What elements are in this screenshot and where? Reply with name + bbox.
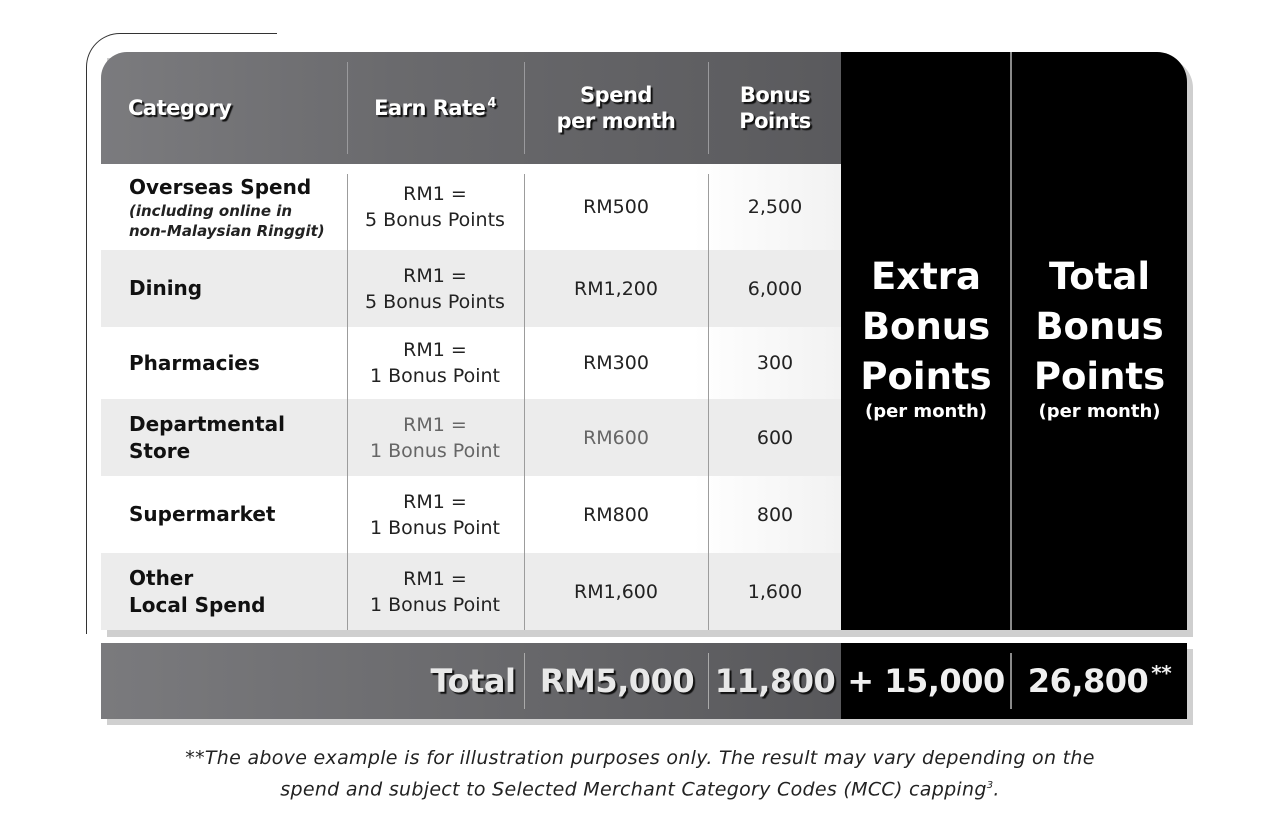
total-grand: [1012, 643, 1187, 719]
rate-line1: RM1 =: [403, 183, 467, 205]
header-spend: [524, 52, 708, 164]
row-spend: RM600: [583, 426, 649, 449]
bonus-points-table: [101, 52, 1187, 630]
total-label: Total: [430, 662, 516, 700]
row-category: [129, 164, 344, 250]
row-spend: RM1,200: [574, 277, 658, 300]
rate-line1: RM1 =: [403, 567, 467, 590]
total-bar: [101, 643, 1187, 719]
rate-line1: RM1 =: [403, 339, 467, 361]
category-note-line2: non-Malaysian Ringgit): [129, 221, 325, 240]
row-category: [129, 399, 344, 476]
extra-bonus-points-heading: [841, 252, 1011, 422]
category-label: Pharmacies: [129, 350, 260, 375]
extra-line3: Points: [860, 355, 992, 398]
row-points: 2,500: [747, 196, 803, 218]
category-label-line2: Local Spend: [129, 592, 266, 617]
row-spend: RM1,600: [574, 580, 658, 603]
table-row: [101, 476, 841, 553]
footnote-line2: [0, 772, 1280, 803]
row-points: 6,000: [747, 277, 803, 300]
footnote-line2-end: .: [993, 778, 1000, 801]
extra-line2: Bonus: [861, 305, 991, 348]
column-divider: [708, 174, 709, 630]
category-label: Departmental: [129, 411, 285, 436]
rate-line2: 5 Bonus Points: [365, 209, 505, 231]
category-label: Other: [129, 565, 194, 590]
grand-total-value: 26,800: [1027, 662, 1149, 700]
header-category-label: Category: [128, 96, 232, 120]
header-category: [128, 52, 348, 164]
table-row: [101, 399, 841, 476]
category-note-line1: (including online in: [129, 201, 293, 220]
footnote-ref-4: 4: [487, 96, 496, 111]
total-per-month: (per month): [1038, 401, 1161, 422]
total-line3: Points: [1033, 355, 1166, 398]
row-points: 300: [756, 352, 794, 374]
header-spend-line2: per month: [556, 109, 676, 133]
extra-per-month: (per month): [864, 401, 988, 422]
rate-line2: 5 Bonus Points: [365, 290, 505, 313]
category-label: Dining: [129, 276, 203, 300]
total-points: 11,800: [714, 662, 836, 700]
row-earn-rate: [347, 164, 523, 250]
header-earn-rate: [347, 52, 523, 164]
row-category: [129, 553, 344, 630]
row-points: 1,600: [747, 580, 803, 603]
row-category: [129, 327, 344, 399]
category-label: Supermarket: [129, 502, 276, 526]
table-row: [101, 327, 841, 399]
category-label: Overseas Spend: [129, 174, 312, 199]
header-divider: [524, 62, 525, 154]
total-line1: Total: [1048, 255, 1151, 298]
footnote-ref-3: 3: [986, 780, 994, 791]
row-earn-rate: [347, 327, 523, 399]
row-spend: RM800: [583, 503, 649, 526]
row-spend: RM300: [583, 352, 649, 374]
row-spend: RM500: [583, 196, 649, 218]
rate-line1: RM1 =: [403, 490, 467, 513]
header-bonus-line2: Points: [739, 109, 811, 133]
row-points: 600: [756, 426, 794, 449]
extra-line1: Extra: [870, 255, 982, 298]
disclaimer-footnote: [0, 745, 1280, 803]
total-line2: Bonus: [1035, 305, 1164, 348]
row-points: 800: [756, 503, 794, 526]
header-bonus-line1: Bonus: [739, 83, 811, 107]
header-divider: [347, 62, 348, 154]
header-divider: [708, 62, 709, 154]
table-row: [101, 553, 841, 630]
row-earn-rate: [347, 250, 523, 327]
column-divider: [347, 174, 348, 630]
header-earn-rate-label: Earn Rate: [374, 96, 486, 120]
total-spend: RM5,000: [539, 662, 695, 700]
rate-line2: 1 Bonus Point: [370, 593, 500, 616]
rate-line1: RM1 =: [403, 413, 467, 436]
row-category: [129, 476, 344, 553]
total-bonus-points-heading: [1012, 252, 1187, 422]
row-earn-rate: [347, 399, 523, 476]
category-label-line2: Store: [129, 438, 191, 463]
row-category: [129, 250, 344, 327]
rate-line2: 1 Bonus Point: [370, 516, 500, 539]
table-row: [101, 250, 841, 327]
table-row: [101, 164, 841, 250]
header-spend-line1: Spend: [580, 83, 652, 107]
total-extra-points: + 15,000: [847, 662, 1005, 700]
footnote-marker: **: [1151, 661, 1172, 685]
row-earn-rate: [347, 476, 523, 553]
row-earn-rate: [347, 553, 523, 630]
header-bonus-points: [709, 52, 841, 164]
rate-line2: 1 Bonus Point: [370, 439, 500, 462]
column-divider: [524, 174, 525, 630]
footnote-line1: **The above example is for illustration purposes only. The result may vary depending on the: [185, 747, 1095, 769]
rate-line1: RM1 =: [403, 264, 467, 287]
rate-line2: 1 Bonus Point: [370, 365, 500, 387]
footnote-line2-text: spend and subject to Selected Merchant Category Codes (MCC) capping: [280, 778, 987, 801]
